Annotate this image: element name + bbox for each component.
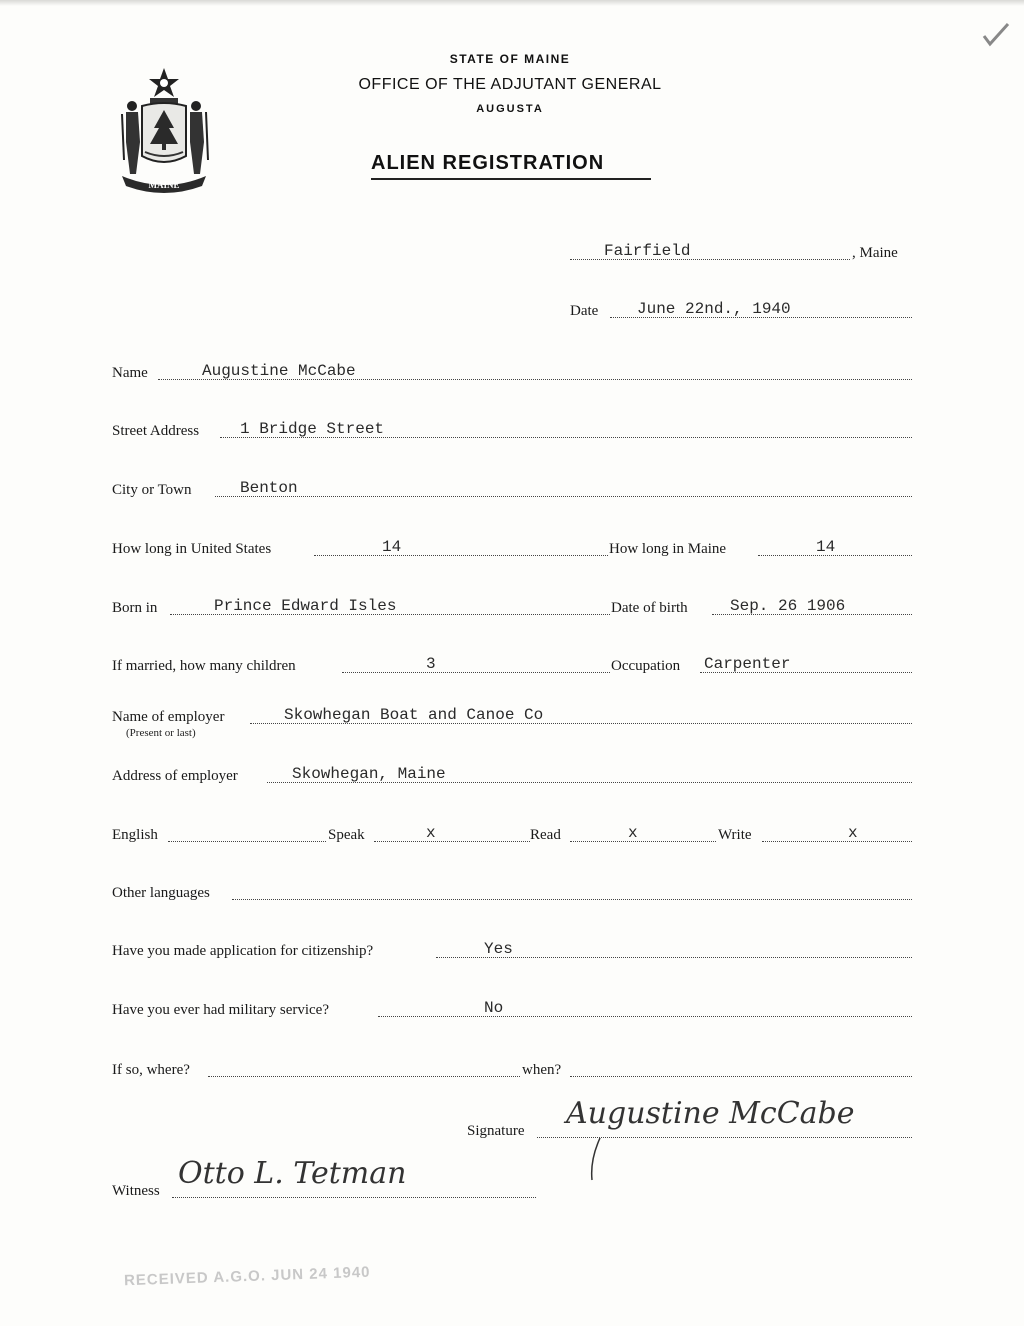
name-label: Name — [112, 365, 148, 381]
maine-state-seal-icon — [112, 64, 216, 194]
street-label: Street Address — [112, 423, 200, 439]
speak-value[interactable]: x — [426, 824, 436, 842]
speak-label: Speak — [328, 827, 365, 843]
write-value[interactable]: x — [848, 824, 858, 842]
military-value[interactable]: No — [484, 999, 504, 1017]
us-duration-label: How long in United States — [112, 541, 272, 557]
signature-value: Augustine McCabe — [566, 1096, 855, 1131]
form-title: ALIEN REGISTRATION — [371, 152, 605, 174]
write-label: Write — [718, 827, 752, 843]
military-row — [112, 999, 912, 1023]
born-in-label: Born in — [112, 600, 158, 616]
military-label: Have you ever had military service? — [112, 1002, 329, 1018]
header-city: AUGUSTA — [476, 103, 544, 115]
citizenship-label: Have you made application for citizenship? — [112, 943, 374, 959]
place-value[interactable]: Fairfield — [604, 242, 691, 260]
city-label: City or Town — [112, 482, 192, 498]
employer-sublabel: (Present or last) — [126, 727, 196, 739]
date-label: Date — [570, 303, 599, 319]
received-stamp: RECEIVED A.G.O. JUN 24 1940 — [123, 1263, 371, 1290]
birth-date-label: Date of birth — [611, 600, 688, 616]
place-label: , Maine — [852, 245, 898, 261]
employer-name-value[interactable]: Skowhegan Boat and Canoe Co — [284, 706, 544, 724]
languages-label: Other languages — [112, 885, 210, 901]
check-mark-icon — [980, 20, 1012, 48]
citizenship-row — [112, 940, 912, 964]
employer-name-label: Name of employer — [112, 709, 225, 725]
header-office: OFFICE OF THE ADJUTANT GENERAL — [358, 76, 662, 93]
children-label: If married, how many children — [112, 658, 296, 674]
duration-row — [112, 538, 912, 562]
read-value[interactable]: x — [628, 824, 638, 842]
scan-edge — [0, 0, 1024, 6]
english-label: English — [112, 827, 158, 843]
us-duration-value[interactable]: 14 — [382, 538, 402, 556]
city-row — [112, 479, 912, 503]
occupation-label: Occupation — [611, 658, 681, 674]
name-row — [112, 362, 912, 386]
maine-duration-value[interactable]: 14 — [816, 538, 836, 556]
languages-row — [112, 882, 912, 906]
when-label: when? — [522, 1062, 562, 1078]
family-occupation-row — [112, 655, 912, 679]
title-underline — [371, 178, 651, 180]
signature-flourish-icon — [586, 1136, 606, 1184]
born-in-value[interactable]: Prince Edward Isles — [214, 597, 397, 615]
city-value[interactable]: Benton — [240, 479, 298, 497]
signature-label: Signature — [467, 1123, 525, 1139]
place-row — [570, 242, 915, 266]
maine-duration-label: How long in Maine — [609, 541, 727, 557]
witness-value: Otto L. Tetman — [178, 1156, 407, 1191]
birth-date-value[interactable]: Sep. 26 1906 — [730, 597, 846, 615]
seal-motto: MAINE — [148, 180, 180, 190]
employer-address-label: Address of employer — [112, 768, 238, 784]
witness-label: Witness — [112, 1183, 160, 1199]
birth-row — [112, 597, 912, 621]
name-value[interactable]: Augustine McCabe — [202, 362, 356, 380]
street-row — [112, 420, 912, 444]
english-row — [112, 824, 912, 848]
children-value[interactable]: 3 — [426, 655, 436, 673]
employer-address-value[interactable]: Skowhegan, Maine — [292, 765, 446, 783]
employer-name-row — [112, 706, 912, 730]
date-value[interactable]: June 22nd., 1940 — [637, 300, 791, 318]
occupation-value[interactable]: Carpenter — [704, 655, 791, 673]
header-state: STATE OF MAINE — [449, 52, 571, 66]
where-label: If so, where? — [112, 1062, 190, 1078]
service-location-row — [112, 1059, 912, 1083]
employer-address-row — [112, 765, 912, 789]
date-row — [570, 300, 912, 324]
read-label: Read — [530, 827, 561, 843]
citizenship-value[interactable]: Yes — [484, 940, 513, 958]
street-value[interactable]: 1 Bridge Street — [240, 420, 385, 438]
